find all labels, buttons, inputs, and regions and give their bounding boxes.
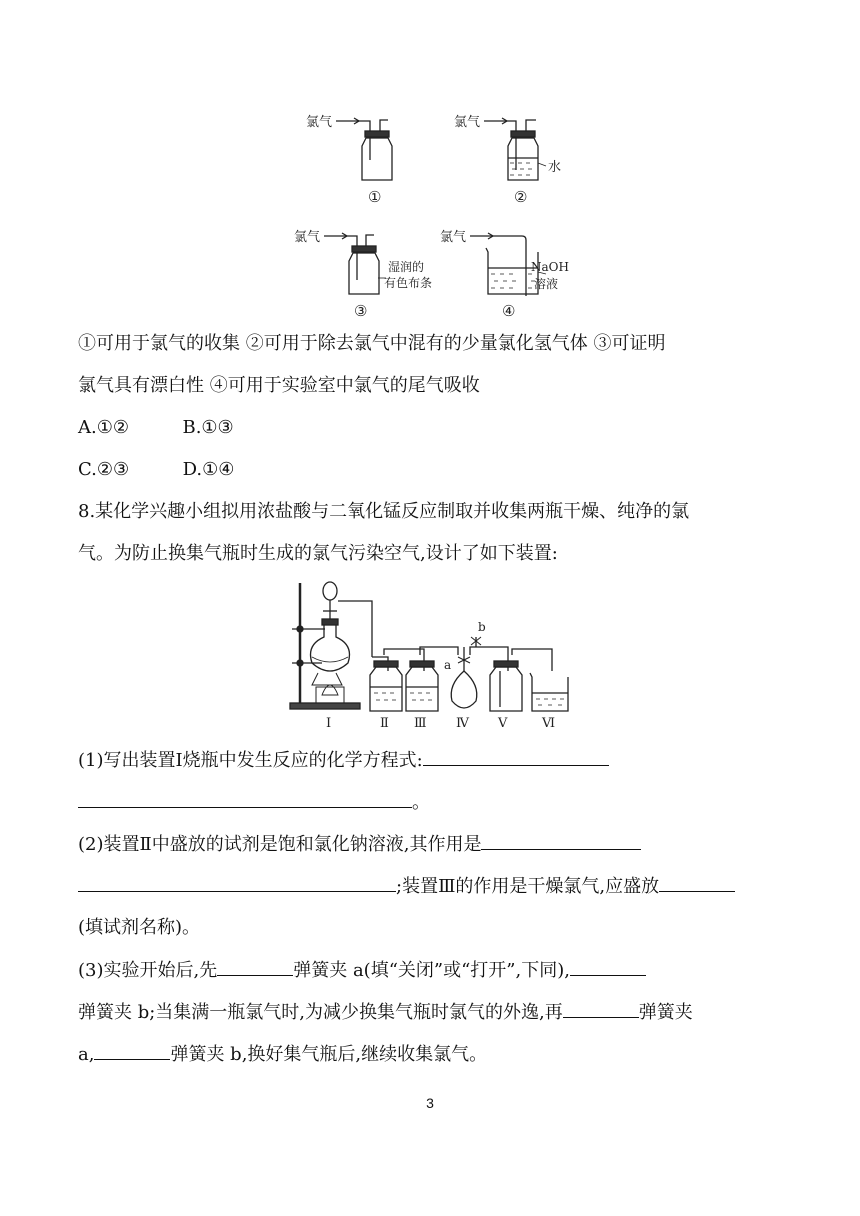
q7-option-b[interactable]: B.①③ bbox=[182, 417, 234, 438]
q7-statements-line1: ①可用于氯气的收集 ②可用于除去氯气中混有的少量氯化氢气体 ③可证明 bbox=[78, 333, 666, 354]
q8-part3-d: 弹簧夹 bbox=[638, 1002, 693, 1023]
gas-label-3: 氯气 bbox=[294, 230, 321, 245]
gas-label-4: 氯气 bbox=[440, 230, 467, 245]
q8-part2-line1 bbox=[78, 831, 641, 858]
clip-a-label: a bbox=[444, 658, 452, 672]
q8-part3-line2 bbox=[78, 999, 693, 1026]
q8-part2-line3: (填试剂名称)。 bbox=[78, 917, 201, 938]
label-V: Ⅴ bbox=[498, 716, 508, 731]
q8-part3-a: (3)实验开始后,先 bbox=[78, 960, 218, 981]
q8-part1-prompt: (1)写出装置Ⅰ烧瓶中发生反应的化学方程式: bbox=[78, 750, 423, 771]
q8-part3-f: 弹簧夹 b,换好集气瓶后,继续收集氯气。 bbox=[170, 1044, 488, 1065]
moist-cloth-label-1: 湿润的 bbox=[388, 260, 425, 274]
bottle-II bbox=[370, 661, 402, 711]
setup-number-4: ④ bbox=[502, 302, 516, 320]
page-number: 3 bbox=[426, 1095, 434, 1111]
bottle-III bbox=[406, 661, 438, 711]
setup-number-3: ③ bbox=[354, 302, 368, 320]
q7-option-a[interactable]: A.①② bbox=[78, 417, 129, 438]
q8-part3-c: 弹簧夹 b;当集满一瓶氯气时,为减少换集气瓶时氯气的外逸,再 bbox=[78, 1002, 563, 1023]
q8-stem-line2: 气。为防止换集气瓶时生成的氯气污染空气,设计了如下装置: bbox=[78, 543, 558, 564]
q7-statements-line2: 氯气具有漂白性 ④可用于实验室中氯气的尾气吸收 bbox=[78, 375, 480, 396]
label-I: Ⅰ bbox=[326, 716, 332, 731]
reaction-flask-I bbox=[311, 582, 373, 703]
label-III: Ⅲ bbox=[414, 716, 427, 731]
bottle-V bbox=[490, 661, 522, 711]
naoh-label-1: NaOH bbox=[531, 260, 569, 274]
q8-stem-line1: 8.某化学兴趣小组拟用浓盐酸与二氧化锰反应制取并收集两瓶干燥、纯净的氯 bbox=[78, 501, 690, 522]
answer-blank-purpose-2[interactable] bbox=[78, 873, 396, 892]
label-VI: Ⅵ bbox=[542, 716, 556, 731]
answer-blank-equation-2[interactable] bbox=[78, 789, 412, 808]
answer-blank-purpose-1[interactable] bbox=[481, 831, 641, 850]
q7-option-c[interactable]: C.②③ bbox=[78, 459, 130, 480]
bottle-setup-2 bbox=[484, 118, 546, 180]
label-II: Ⅱ bbox=[380, 716, 389, 731]
gas-label-1: 氯气 bbox=[306, 115, 333, 130]
answer-blank-clip-2[interactable] bbox=[570, 957, 646, 976]
naoh-label-2: 溶液 bbox=[534, 277, 559, 291]
q8-part2-line2 bbox=[78, 873, 735, 900]
chlorine-apparatus-figure bbox=[0, 575, 860, 735]
q8-part3-line3 bbox=[78, 1041, 487, 1068]
answer-blank-clip-3[interactable] bbox=[563, 999, 639, 1018]
gas-label-2: 氯气 bbox=[454, 115, 481, 130]
balloon-IV bbox=[451, 647, 477, 708]
setup-number-2: ② bbox=[514, 188, 528, 206]
gas-bottles-figure bbox=[0, 0, 860, 330]
q8-part3-b: 弹簧夹 a(填“关闭”或“打开”,下同), bbox=[293, 960, 570, 981]
water-label: 水 bbox=[548, 160, 562, 175]
clip-b-label: b bbox=[478, 620, 486, 634]
answer-blank-clip-4[interactable] bbox=[94, 1041, 170, 1060]
iron-stand bbox=[290, 583, 360, 709]
q7-options-row2 bbox=[78, 457, 234, 483]
q8-part1-line2 bbox=[78, 789, 430, 816]
q8-part3-line1 bbox=[78, 957, 646, 984]
bottle-setup-3 bbox=[324, 233, 386, 294]
q8-part1-end: 。 bbox=[412, 792, 430, 813]
moist-cloth-label-2: 有色布条 bbox=[384, 276, 433, 290]
answer-blank-reagent[interactable] bbox=[659, 873, 735, 892]
setup-number-1: ① bbox=[368, 188, 382, 206]
q8-part2-mid: ;装置Ⅲ的作用是干燥氯气,应盛放 bbox=[396, 876, 660, 897]
answer-blank-equation-1[interactable] bbox=[423, 747, 609, 766]
beaker-VI bbox=[530, 673, 568, 711]
q8-part1-line1 bbox=[78, 747, 609, 774]
bottle-setup-1 bbox=[336, 118, 392, 180]
q8-part3-e: a, bbox=[78, 1044, 95, 1065]
q7-option-d[interactable]: D.①④ bbox=[182, 459, 235, 480]
answer-blank-clip-1[interactable] bbox=[217, 957, 293, 976]
q7-options-row1 bbox=[78, 415, 234, 441]
q8-part2-prompt: (2)装置Ⅱ中盛放的试剂是饱和氯化钠溶液,其作用是 bbox=[78, 834, 482, 855]
label-IV: Ⅳ bbox=[456, 716, 469, 731]
